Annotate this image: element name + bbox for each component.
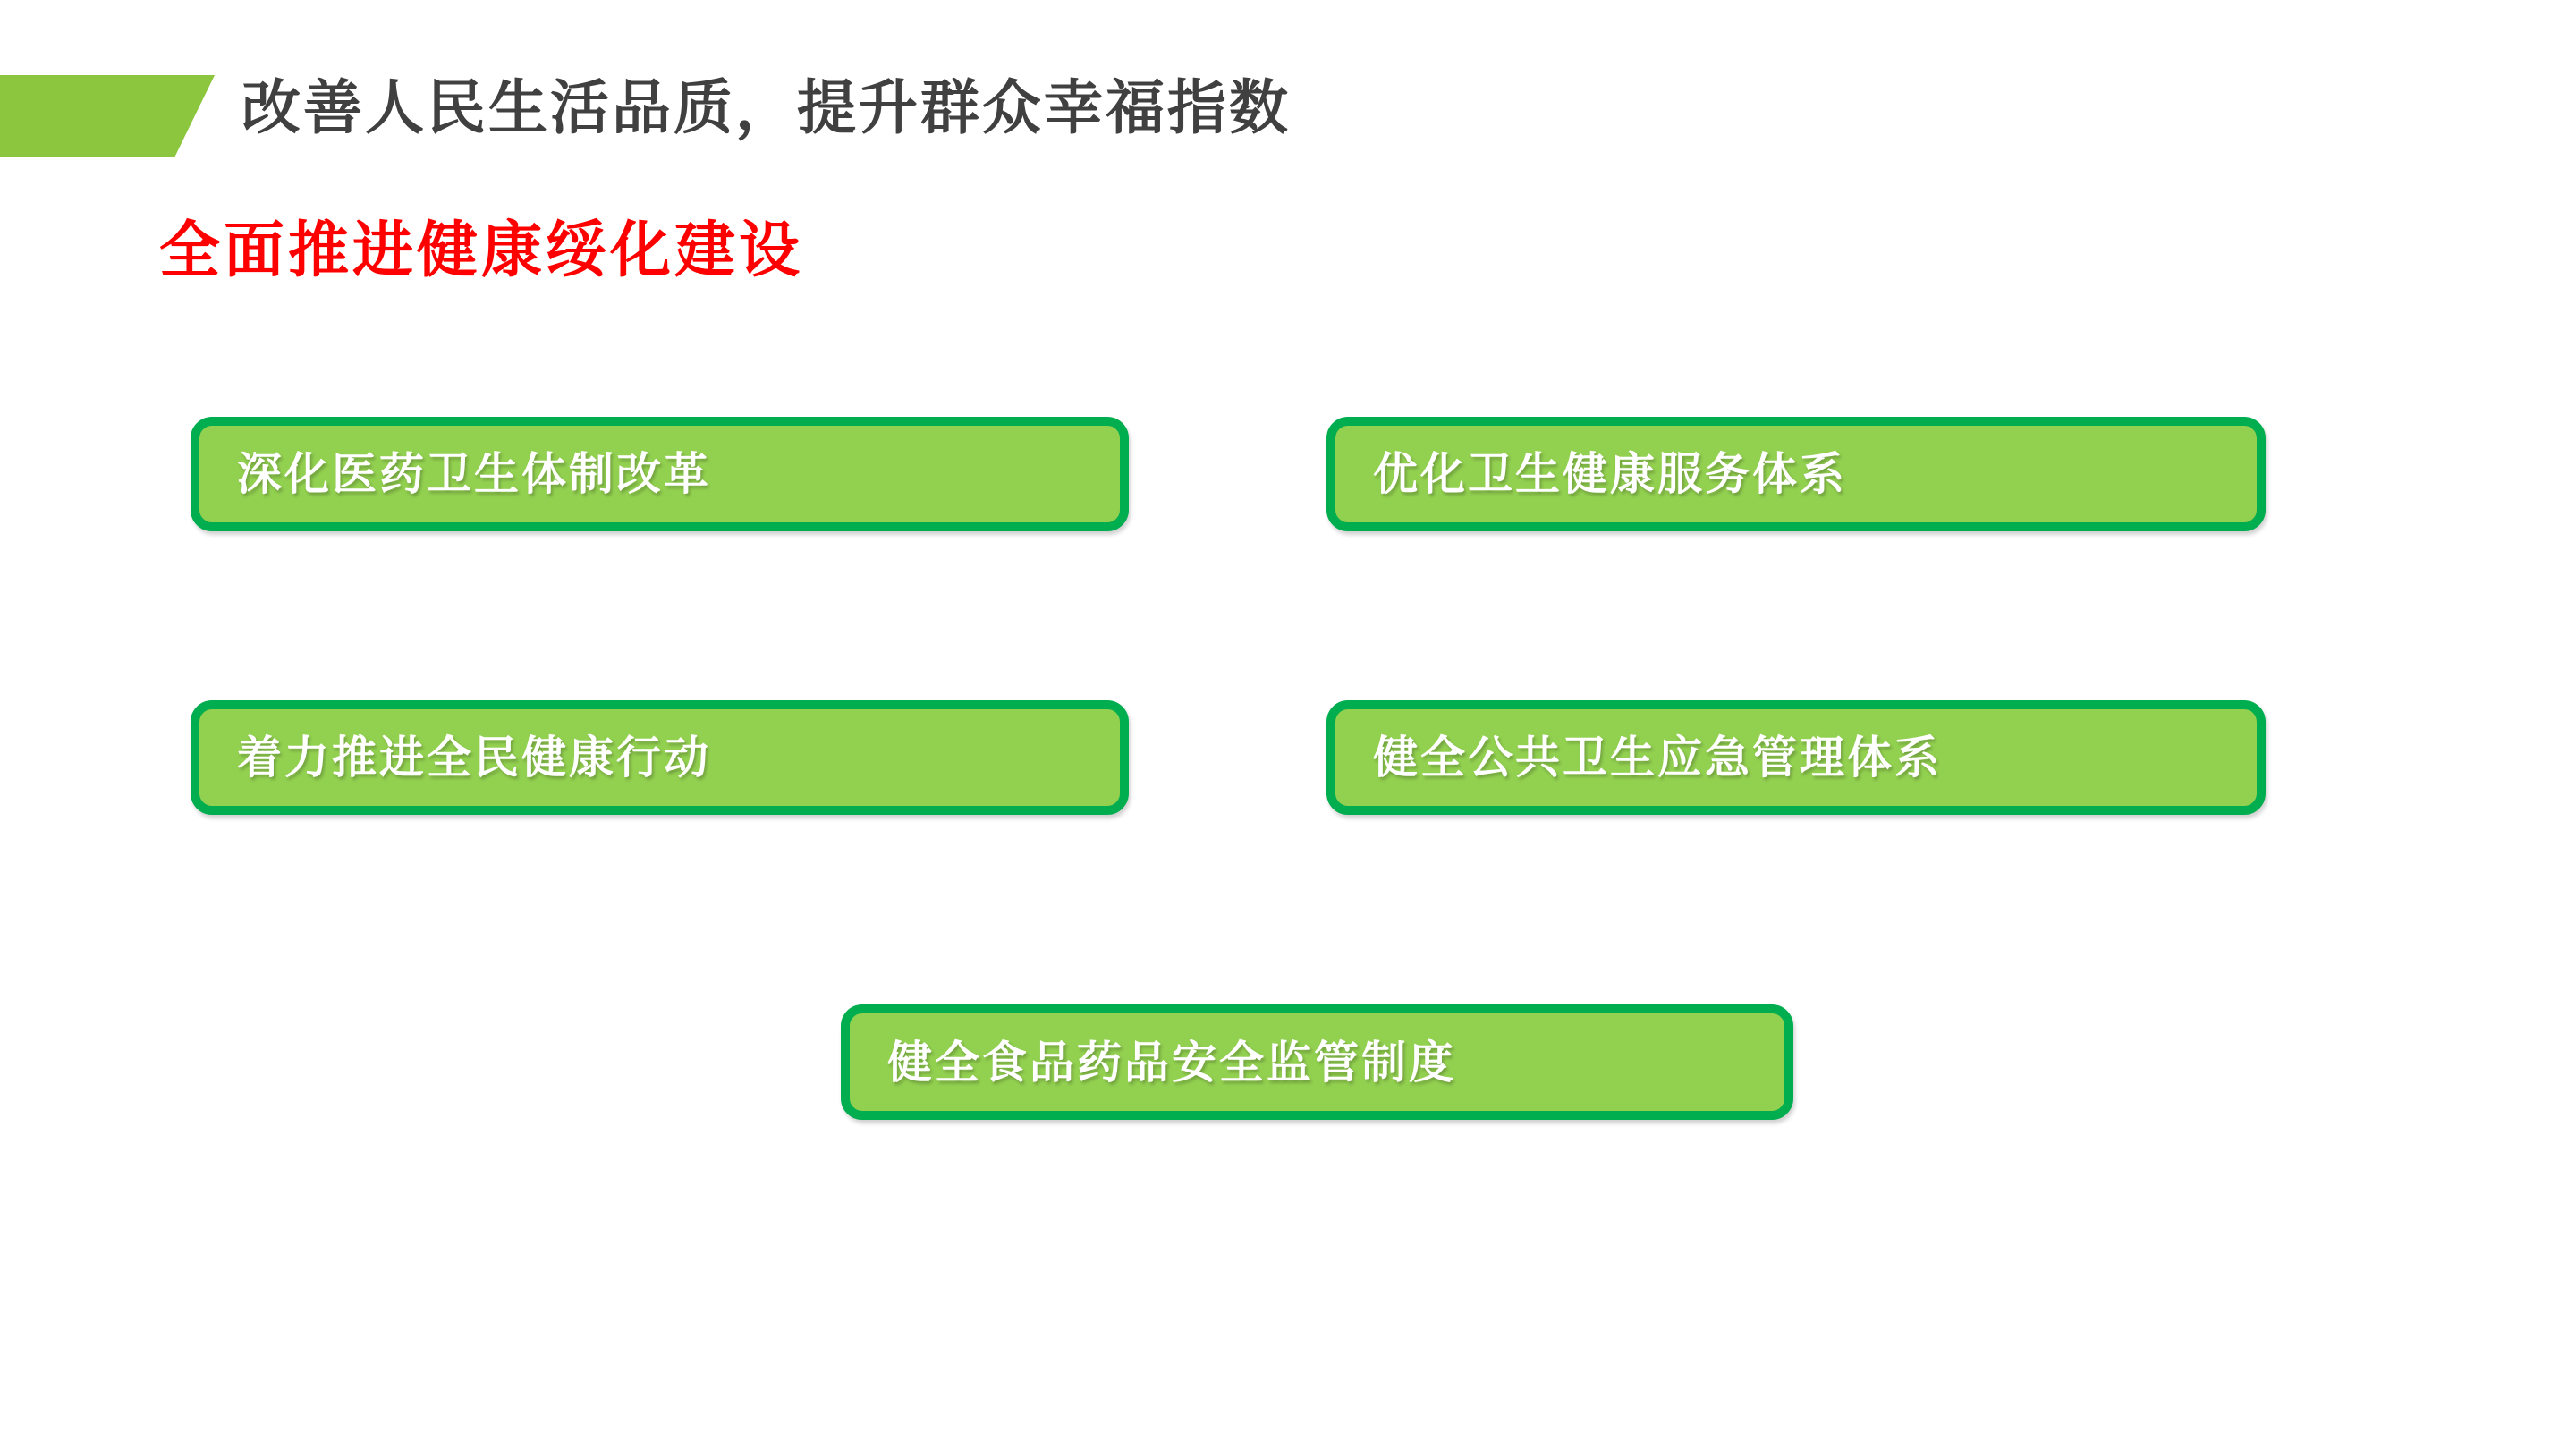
topic-box-national-health-action xyxy=(191,700,1129,815)
topic-box-label: 着力推进全民健康行动 xyxy=(237,733,711,783)
slide-subtitle: 全面推进健康绥化建设 xyxy=(159,216,804,284)
topic-box-deepen-medical-reform xyxy=(191,417,1129,531)
topic-box-public-health-emergency-system xyxy=(1326,700,2266,815)
topic-box-label: 健全公共卫生应急管理体系 xyxy=(1373,733,1942,783)
topic-box-label: 健全食品药品安全监管制度 xyxy=(887,1037,1456,1088)
topic-box-food-drug-safety-supervision xyxy=(841,1004,1793,1120)
topic-box-label: 优化卫生健康服务体系 xyxy=(1373,449,1847,499)
header-accent-parallelogram xyxy=(0,75,215,157)
slide-title: 改善人民生活品质，提升群众幸福指数 xyxy=(242,74,1291,140)
topic-box-label: 深化医药卫生体制改革 xyxy=(237,449,711,499)
topic-box-optimize-health-service-system xyxy=(1326,417,2266,531)
